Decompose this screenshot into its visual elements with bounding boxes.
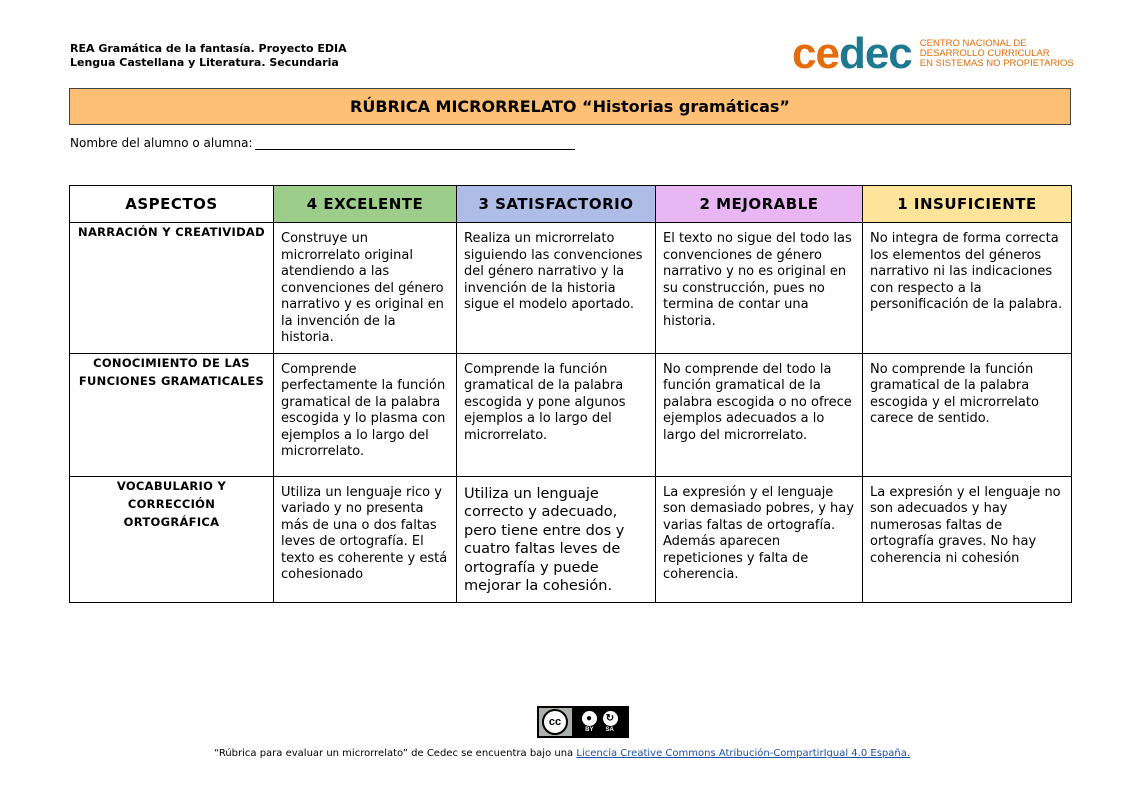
cell-excelente: Utiliza un lenguaje rico y variado y no presenta más de una o dos faltas leves de ortografía. El texto es coherente y está cohesionado: [274, 476, 457, 602]
cedec-logo: [792, 29, 1074, 78]
header-line-2: Lengua Castellana y Literatura. Secundaria: [70, 56, 339, 69]
student-name-label: Nombre del alumno o alumna:: [70, 136, 253, 150]
cell-insuficiente: La expresión y el lenguaje no son adecuados y hay numerosas faltas de ortografía graves. No hay coherencia ni cohesión: [863, 476, 1072, 602]
rubric-header-row: [70, 186, 1072, 223]
rubric-table: [69, 185, 1072, 603]
header-excelente: 4 EXCELENTE: [274, 186, 457, 223]
document-header: [70, 42, 347, 70]
by-label: BY: [585, 727, 594, 733]
cc-by-sa-badge[interactable]: [537, 706, 629, 738]
header-line-1: REA Gramática de la fantasía. Proyecto EDIA: [70, 42, 347, 55]
cell-satisfactorio: Realiza un microrrelato siguiendo las convenciones del género narrativo y la invención de la historia sigue el modelo aportado.: [457, 223, 656, 354]
cell-insuficiente: No integra de forma correcta los elementos del géneros narrativo ni las indicaciones con respecto a la personificación de la palabra.: [863, 223, 1072, 354]
sa-label: SA: [605, 727, 614, 733]
student-name-field: [70, 136, 575, 150]
header-insuficiente: 1 INSUFICIENTE: [863, 186, 1072, 223]
logo-wordmark: cedec: [792, 29, 912, 78]
header-satisfactorio: 3 SATISFACTORIO: [457, 186, 656, 223]
cc-icon: cc: [542, 709, 568, 735]
footer-text: “Rúbrica para evaluar un microrrelato” de Cedec se encuentra bajo una: [213, 748, 574, 759]
table-row: [70, 353, 1072, 476]
aspect-vocabulario: VOCABULARIO Y CORRECCIÓN ORTOGRÁFICA: [70, 476, 274, 602]
cell-satisfactorio: Comprende la función gramatical de la palabra escogida y pone algunos ejemplos a lo largo del microrrelato.: [457, 353, 656, 476]
aspect-funciones-gramaticales: CONOCIMIENTO DE LAS FUNCIONES GRAMATICALES: [70, 353, 274, 476]
share-alike-icon: ↻: [603, 711, 618, 726]
cell-satisfactorio: Utiliza un lenguaje correcto y adecuado, pero tiene entre dos y cuatro faltas leves de ortografía y puede mejorar la cohesión.: [457, 476, 656, 602]
cell-excelente: Construye un microrrelato original atendiendo a las convenciones del género narrativo y es original en la invención de la historia.: [274, 223, 457, 354]
cell-insuficiente: No comprende la función gramatical de la palabra escogida y el microrrelato carece de sentido.: [863, 353, 1072, 476]
license-footer: [0, 748, 1124, 759]
table-row: [70, 223, 1072, 354]
cell-mejorable: El texto no sigue del todo las convenciones de género narrativo y no es original en su construcción, pues no termina de contar una historia.: [656, 223, 863, 354]
student-name-blank-line: [255, 138, 575, 150]
aspect-narracion: NARRACIÓN Y CREATIVIDAD: [70, 223, 274, 354]
cell-excelente: Comprende perfectamente la función gramatical de la palabra escogida y lo plasma con ejemplos a lo largo del microrrelato.: [274, 353, 457, 476]
license-link[interactable]: Licencia Creative Commons Atribución-CompartirIgual 4.0 España.: [576, 748, 911, 759]
attribution-icon: ●: [582, 711, 597, 726]
cell-mejorable: No comprende del todo la función gramatical de la palabra escogida o no ofrece ejemplos adecuados a lo largo del microrrelato.: [656, 353, 863, 476]
header-mejorable: 2 MEJORABLE: [656, 186, 863, 223]
cell-mejorable: La expresión y el lenguaje son demasiado pobres, y hay varias faltas de ortografía. Además aparecen repeticiones y falta de coherencia.: [656, 476, 863, 602]
rubric-title: RÚBRICA MICRORRELATO “Historias gramáticas”: [69, 88, 1071, 125]
table-row: [70, 476, 1072, 602]
header-aspectos: ASPECTOS: [70, 186, 274, 223]
logo-tagline: CENTRO NACIONAL DE DESARROLLO CURRICULAR EN SISTEMAS NO PROPIETARIOS: [919, 38, 1074, 69]
